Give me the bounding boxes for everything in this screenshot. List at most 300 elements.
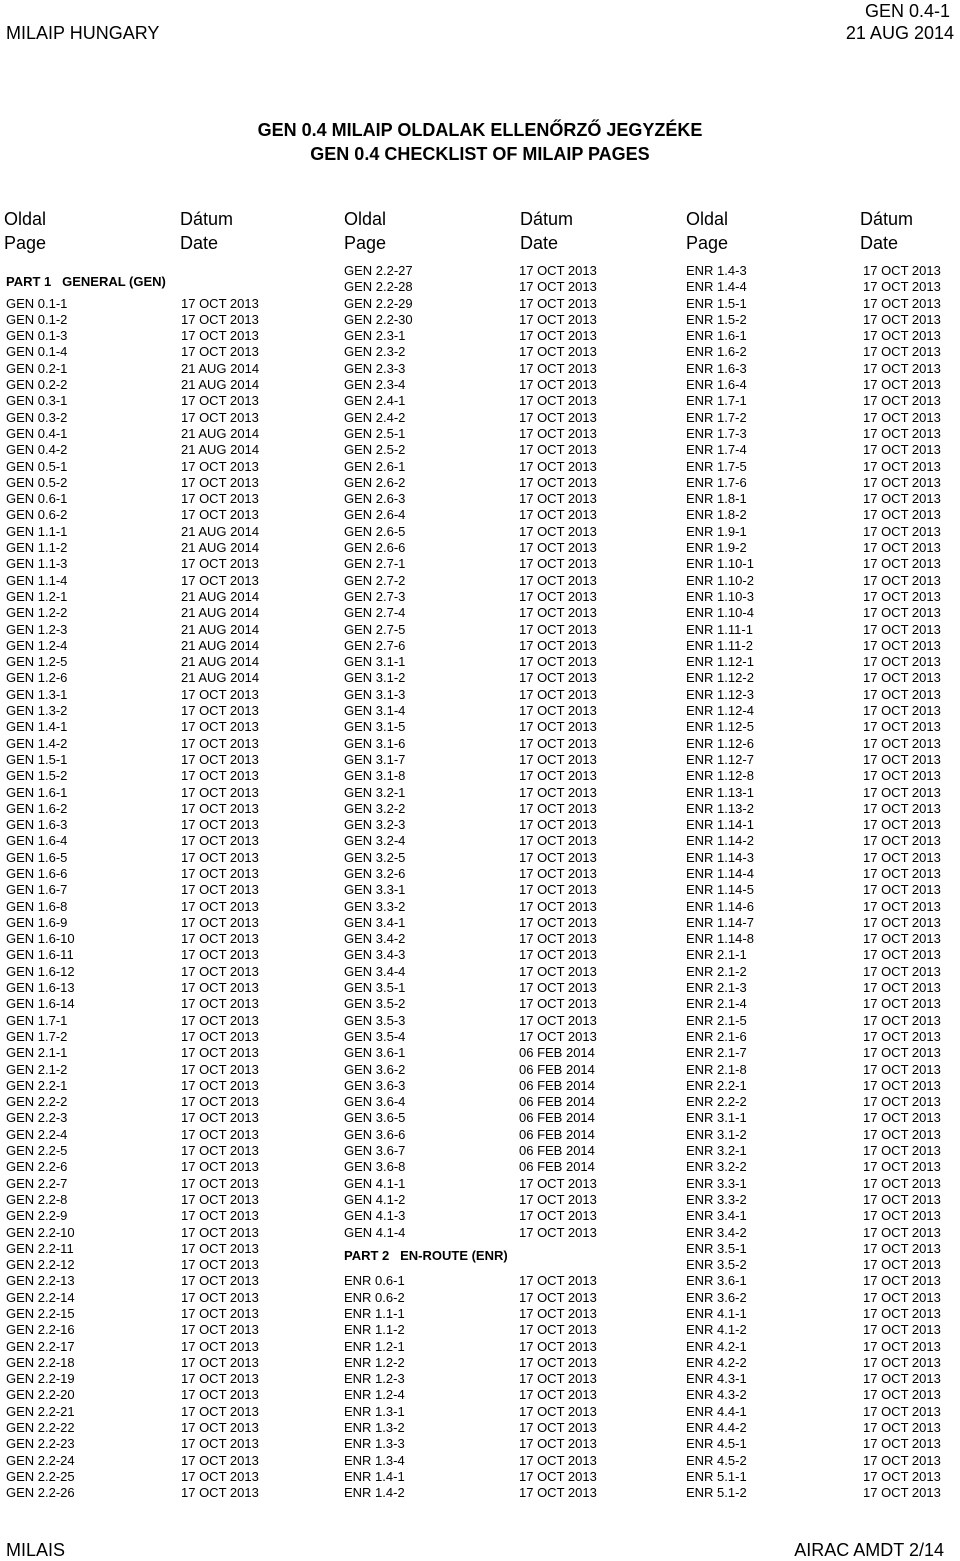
effective-date: 17 OCT 2013 <box>863 556 941 572</box>
page-reference: GEN 0.2-1 <box>6 360 68 376</box>
checklist-row <box>344 426 644 442</box>
checklist-row <box>6 980 306 996</box>
effective-date: 17 OCT 2013 <box>181 1485 259 1501</box>
checklist-row <box>6 328 306 344</box>
header-page-en: Page <box>344 233 387 253</box>
page-reference: GEN 2.2-5 <box>6 1143 68 1159</box>
page-reference: GEN 0.6-1 <box>6 491 68 507</box>
checklist-row <box>6 866 306 882</box>
page-reference: GEN 2.6-2 <box>344 474 406 490</box>
checklist-row <box>686 328 960 344</box>
effective-date: 17 OCT 2013 <box>863 1126 941 1142</box>
page-reference: GEN 2.2-28 <box>344 279 413 295</box>
effective-date: 17 OCT 2013 <box>863 654 941 670</box>
checklist-row <box>686 1159 960 1175</box>
checklist-row <box>686 1436 960 1452</box>
checklist-row <box>344 1094 644 1110</box>
effective-date: 17 OCT 2013 <box>181 1224 259 1240</box>
checklist-row <box>344 980 644 996</box>
effective-date: 17 OCT 2013 <box>863 719 941 735</box>
page-reference: ENR 1.4-1 <box>344 1468 405 1484</box>
page-reference: GEN 2.4-1 <box>344 393 406 409</box>
page-reference: ENR 1.6-3 <box>686 360 747 376</box>
page-reference: GEN 2.3-3 <box>344 360 406 376</box>
effective-date: 17 OCT 2013 <box>181 1273 259 1289</box>
effective-date: 17 OCT 2013 <box>519 703 597 719</box>
checklist-row <box>686 344 960 360</box>
checklist-row <box>686 801 960 817</box>
page-reference: GEN 0.1-2 <box>6 311 68 327</box>
effective-date: 17 OCT 2013 <box>181 295 259 311</box>
page-reference: GEN 3.3-1 <box>344 882 406 898</box>
checklist-row <box>686 703 960 719</box>
page-reference: GEN 3.2-5 <box>344 849 406 865</box>
page-reference: GEN 4.1-4 <box>344 1224 406 1240</box>
checklist-row <box>686 1241 960 1257</box>
page-reference: GEN 2.5-1 <box>344 425 406 441</box>
page-reference: GEN 3.4-4 <box>344 963 406 979</box>
page-reference: GEN 2.2-10 <box>6 1224 75 1240</box>
page-reference: ENR 1.5-2 <box>686 311 747 327</box>
checklist-row <box>6 817 306 833</box>
page-reference: ENR 1.8-1 <box>686 491 747 507</box>
page-reference: GEN 2.6-4 <box>344 507 406 523</box>
effective-date: 17 OCT 2013 <box>863 605 941 621</box>
page-reference: ENR 1.12-3 <box>686 686 754 702</box>
effective-date: 17 OCT 2013 <box>863 1322 941 1338</box>
checklist-row <box>686 410 960 426</box>
checklist-row <box>344 1176 644 1192</box>
page-reference: GEN 1.6-10 <box>6 931 75 947</box>
effective-date: 17 OCT 2013 <box>863 588 941 604</box>
checklist-row <box>6 344 306 360</box>
checklist-row <box>686 1306 960 1322</box>
page-reference: GEN 1.6-3 <box>6 817 68 833</box>
page-reference: GEN 1.1-4 <box>6 572 68 588</box>
page-reference: ENR 1.4-2 <box>344 1485 405 1501</box>
page-reference: ENR 1.13-1 <box>686 784 754 800</box>
checklist-row <box>686 947 960 963</box>
checklist-row <box>344 605 644 621</box>
page-reference: ENR 1.12-1 <box>686 654 754 670</box>
page-reference: GEN 3.6-6 <box>344 1126 406 1142</box>
effective-date: 21 AUG 2014 <box>181 621 260 637</box>
effective-date: 17 OCT 2013 <box>519 1012 597 1028</box>
page-reference: GEN 3.1-8 <box>344 768 406 784</box>
page-reference: ENR 3.2-1 <box>686 1143 747 1159</box>
effective-date: 17 OCT 2013 <box>519 360 597 376</box>
checklist-row <box>6 296 306 312</box>
effective-date: 17 OCT 2013 <box>181 507 259 523</box>
checklist-row <box>686 1045 960 1061</box>
effective-date: 17 OCT 2013 <box>519 1371 597 1387</box>
checklist-row <box>344 1192 644 1208</box>
page-reference: ENR 2.2-2 <box>686 1094 747 1110</box>
page-reference: ENR 1.10-3 <box>686 588 754 604</box>
checklist-row <box>344 393 644 409</box>
page-reference: GEN 1.1-1 <box>6 523 68 539</box>
effective-date: 17 OCT 2013 <box>863 474 941 490</box>
effective-date: 17 OCT 2013 <box>863 1338 941 1354</box>
page-reference: GEN 3.1-6 <box>344 735 406 751</box>
effective-date: 17 OCT 2013 <box>863 1175 941 1191</box>
checklist-row <box>6 1192 306 1208</box>
page-reference: GEN 2.2-20 <box>6 1387 75 1403</box>
checklist-row <box>686 622 960 638</box>
effective-date: 17 OCT 2013 <box>863 914 941 930</box>
page-reference: GEN 3.1-5 <box>344 719 406 735</box>
effective-date: 17 OCT 2013 <box>181 328 259 344</box>
page-reference: GEN 2.2-17 <box>6 1338 75 1354</box>
effective-date: 17 OCT 2013 <box>863 523 941 539</box>
page-reference: GEN 3.4-2 <box>344 931 406 947</box>
effective-date: 17 OCT 2013 <box>863 963 941 979</box>
page-reference: ENR 1.7-4 <box>686 442 747 458</box>
header-date-hu: Dátum <box>860 209 914 229</box>
page-reference: GEN 2.2-1 <box>6 1077 68 1093</box>
effective-date: 17 OCT 2013 <box>181 931 259 947</box>
page-reference: GEN 2.2-12 <box>6 1257 75 1273</box>
checklist-row <box>6 1273 306 1289</box>
effective-date: 17 OCT 2013 <box>863 263 941 278</box>
section-heading: PART 1 GENERAL (GEN) <box>6 274 166 289</box>
checklist-row <box>344 964 644 980</box>
page-reference: GEN 3.3-2 <box>344 898 406 914</box>
page-reference: GEN 2.5-2 <box>344 442 406 458</box>
effective-date: 17 OCT 2013 <box>519 817 597 833</box>
checklist-row <box>344 1371 644 1387</box>
effective-date: 17 OCT 2013 <box>863 1354 941 1370</box>
effective-date: 17 OCT 2013 <box>863 817 941 833</box>
checklist-row <box>686 1029 960 1045</box>
page-reference: ENR 1.7-3 <box>686 425 747 441</box>
effective-date: 17 OCT 2013 <box>181 719 259 735</box>
checklist-row <box>6 947 306 963</box>
effective-date: 17 OCT 2013 <box>519 654 597 670</box>
checklist-row <box>6 1094 306 1110</box>
page-reference: GEN 2.2-8 <box>6 1191 68 1207</box>
effective-date: 17 OCT 2013 <box>863 1224 941 1240</box>
effective-date: 21 AUG 2014 <box>181 605 260 621</box>
effective-date: 17 OCT 2013 <box>181 1159 259 1175</box>
checklist-row <box>686 1225 960 1241</box>
page-reference: GEN 3.6-8 <box>344 1159 406 1175</box>
page-reference: GEN 1.6-11 <box>6 947 74 963</box>
effective-date: 21 AUG 2014 <box>181 637 260 653</box>
page-reference: ENR 1.6-2 <box>686 344 747 360</box>
checklist-row <box>344 459 644 475</box>
effective-date: 17 OCT 2013 <box>863 1371 941 1387</box>
page-reference: ENR 1.14-7 <box>686 914 754 930</box>
effective-date: 17 OCT 2013 <box>519 768 597 784</box>
page-reference: ENR 3.1-2 <box>686 1126 747 1142</box>
header-page-hu: Oldal <box>4 209 47 229</box>
checklist-row <box>344 442 644 458</box>
effective-date: 17 OCT 2013 <box>181 1012 259 1028</box>
checklist-row <box>686 491 960 507</box>
effective-date: 17 OCT 2013 <box>863 1191 941 1207</box>
page-reference: GEN 1.3-2 <box>6 703 68 719</box>
page-reference: GEN 2.2-11 <box>6 1240 74 1256</box>
page-reference: GEN 2.6-5 <box>344 523 406 539</box>
effective-date: 21 AUG 2014 <box>181 425 260 441</box>
page-reference: ENR 4.3-2 <box>686 1387 747 1403</box>
checklist-row <box>686 426 960 442</box>
page-reference: ENR 3.6-1 <box>686 1273 747 1289</box>
page-reference: GEN 3.5-3 <box>344 1012 406 1028</box>
effective-date: 17 OCT 2013 <box>181 1208 259 1224</box>
effective-date: 17 OCT 2013 <box>181 1436 259 1452</box>
page-reference: ENR 1.9-2 <box>686 540 747 556</box>
checklist-row <box>6 312 306 328</box>
checklist-row <box>686 654 960 670</box>
checklist-row <box>344 1013 644 1029</box>
section-heading: PART 2 EN-ROUTE (ENR) <box>344 1247 508 1263</box>
checklist-row <box>686 1013 960 1029</box>
effective-date: 17 OCT 2013 <box>181 751 259 767</box>
checklist-row <box>686 589 960 605</box>
page-reference: GEN 2.7-2 <box>344 572 406 588</box>
checklist-row <box>6 1404 306 1420</box>
checklist-row <box>6 1290 306 1306</box>
page-reference: GEN 2.1-2 <box>6 1061 68 1077</box>
checklist-row <box>344 947 644 963</box>
checklist-column-3 <box>686 263 960 1502</box>
effective-date: 17 OCT 2013 <box>181 474 259 490</box>
checklist-row <box>344 752 644 768</box>
effective-date: 17 OCT 2013 <box>519 507 597 523</box>
effective-date: 17 OCT 2013 <box>519 1028 597 1044</box>
checklist-row <box>686 1339 960 1355</box>
checklist-row <box>344 785 644 801</box>
page-reference: GEN 1.2-6 <box>6 670 68 686</box>
effective-date: 17 OCT 2013 <box>181 556 259 572</box>
title-english: GEN 0.4 CHECKLIST OF MILAIP PAGES <box>310 144 650 164</box>
page-reference: ENR 3.4-2 <box>686 1224 747 1240</box>
effective-date: 17 OCT 2013 <box>863 507 941 523</box>
effective-date: 17 OCT 2013 <box>181 963 259 979</box>
effective-date: 21 AUG 2014 <box>181 360 260 376</box>
checklist-row <box>344 882 644 898</box>
page-reference: GEN 0.1-3 <box>6 328 68 344</box>
page-reference: ENR 5.1-2 <box>686 1485 747 1501</box>
checklist-row <box>6 573 306 589</box>
page-reference: GEN 0.5-1 <box>6 458 68 474</box>
page-reference: GEN 2.2-16 <box>6 1322 75 1338</box>
checklist-row <box>6 703 306 719</box>
checklist-row <box>344 1339 644 1355</box>
checklist-row <box>6 996 306 1012</box>
checklist-row <box>344 1110 644 1126</box>
effective-date: 17 OCT 2013 <box>863 1208 941 1224</box>
page-reference: GEN 3.1-2 <box>344 670 406 686</box>
checklist-row <box>686 296 960 312</box>
page-reference: GEN 2.2-18 <box>6 1354 75 1370</box>
page-reference: GEN 1.6-9 <box>6 914 68 930</box>
page-reference: GEN 0.3-2 <box>6 409 68 425</box>
effective-date: 17 OCT 2013 <box>181 1143 259 1159</box>
checklist-row <box>6 964 306 980</box>
page-reference: ENR 4.2-2 <box>686 1354 747 1370</box>
effective-date: 17 OCT 2013 <box>181 1045 259 1061</box>
footer-left: MILAIS <box>6 1540 66 1560</box>
checklist-row <box>686 1062 960 1078</box>
checklist-row <box>686 1485 960 1501</box>
checklist-row <box>344 1062 644 1078</box>
checklist-row <box>686 817 960 833</box>
page-reference: GEN 2.2-3 <box>6 1110 68 1126</box>
page-reference: ENR 1.2-4 <box>344 1387 405 1403</box>
effective-date: 17 OCT 2013 <box>181 1354 259 1370</box>
effective-date: 17 OCT 2013 <box>181 1403 259 1419</box>
effective-date: 17 OCT 2013 <box>519 1436 597 1452</box>
publication-name: MILAIP HUNGARY <box>6 23 160 43</box>
checklist-row <box>686 850 960 866</box>
checklist-row <box>6 1241 306 1257</box>
effective-date: 17 OCT 2013 <box>863 311 941 327</box>
effective-date: 17 OCT 2013 <box>519 735 597 751</box>
page-reference: GEN 1.2-1 <box>6 588 68 604</box>
effective-date: 17 OCT 2013 <box>519 344 597 360</box>
page-reference: GEN 2.1-1 <box>6 1045 68 1061</box>
checklist-row <box>686 1371 960 1387</box>
page-reference: GEN 1.6-12 <box>6 963 75 979</box>
page-reference: GEN 0.5-2 <box>6 474 68 490</box>
effective-date: 17 OCT 2013 <box>181 1387 259 1403</box>
page-reference: ENR 1.14-1 <box>686 817 754 833</box>
checklist-row <box>6 1355 306 1371</box>
checklist-row <box>344 703 644 719</box>
checklist-row <box>6 1159 306 1175</box>
effective-date: 17 OCT 2013 <box>863 996 941 1012</box>
page-reference: ENR 2.1-2 <box>686 963 747 979</box>
page-reference: GEN 2.2-30 <box>344 311 413 327</box>
checklist-row <box>686 1110 960 1126</box>
page-reference: ENR 1.2-2 <box>344 1354 405 1370</box>
page-reference: GEN 2.2-26 <box>6 1485 75 1501</box>
checklist-row <box>6 393 306 409</box>
page-reference: GEN 2.2-4 <box>6 1126 68 1142</box>
checklist-row <box>344 296 644 312</box>
page-reference: ENR 5.1-1 <box>686 1468 747 1484</box>
checklist-row <box>686 1143 960 1159</box>
effective-date: 17 OCT 2013 <box>863 1485 941 1501</box>
page-reference: ENR 4.5-2 <box>686 1452 747 1468</box>
page-reference: GEN 3.2-1 <box>344 784 406 800</box>
checklist-row <box>344 1469 644 1485</box>
effective-date: 17 OCT 2013 <box>519 491 597 507</box>
checklist-row <box>686 1273 960 1289</box>
effective-date: 17 OCT 2013 <box>181 865 259 881</box>
checklist-row <box>6 1225 306 1241</box>
effective-date: 17 OCT 2013 <box>519 311 597 327</box>
checklist-row <box>344 931 644 947</box>
effective-date: 17 OCT 2013 <box>863 735 941 751</box>
checklist-row <box>686 785 960 801</box>
effective-date: 17 OCT 2013 <box>181 1191 259 1207</box>
effective-date: 17 OCT 2013 <box>519 963 597 979</box>
effective-date: 17 OCT 2013 <box>863 1028 941 1044</box>
effective-date: 17 OCT 2013 <box>181 1110 259 1126</box>
effective-date: 17 OCT 2013 <box>181 980 259 996</box>
page-reference: GEN 2.6-3 <box>344 491 406 507</box>
page-reference: GEN 0.1-1 <box>6 295 68 311</box>
effective-date: 17 OCT 2013 <box>519 588 597 604</box>
effective-date: 17 OCT 2013 <box>863 1257 941 1273</box>
checklist-row <box>6 882 306 898</box>
checklist-row <box>344 899 644 915</box>
page-reference: GEN 2.2-13 <box>6 1273 75 1289</box>
checklist-row <box>6 410 306 426</box>
effective-date: 17 OCT 2013 <box>863 784 941 800</box>
effective-date: 17 OCT 2013 <box>519 637 597 653</box>
effective-date: 17 OCT 2013 <box>519 849 597 865</box>
checklist-row <box>686 312 960 328</box>
checklist-row <box>6 622 306 638</box>
effective-date: 17 OCT 2013 <box>863 686 941 702</box>
checklist-row <box>686 882 960 898</box>
page-reference: GEN 2.6-1 <box>344 458 406 474</box>
checklist-row <box>344 589 644 605</box>
page-reference: ENR 1.7-1 <box>686 393 747 409</box>
checklist-row <box>6 426 306 442</box>
checklist-row <box>686 1355 960 1371</box>
page-reference: ENR 1.2-3 <box>344 1371 405 1387</box>
effective-date: 17 OCT 2013 <box>519 1338 597 1354</box>
page-reference: GEN 1.6-13 <box>6 980 75 996</box>
page-reference: GEN 3.5-4 <box>344 1028 406 1044</box>
page-reference: ENR 2.1-8 <box>686 1061 747 1077</box>
checklist-row <box>6 1387 306 1403</box>
effective-date: 17 OCT 2013 <box>519 800 597 816</box>
checklist-row <box>344 1208 644 1224</box>
page-reference: GEN 2.2-23 <box>6 1436 75 1452</box>
effective-date: 17 OCT 2013 <box>519 409 597 425</box>
checklist-row <box>686 507 960 523</box>
checklist-row <box>6 556 306 572</box>
effective-date: 17 OCT 2013 <box>181 491 259 507</box>
effective-date: 17 OCT 2013 <box>519 393 597 409</box>
page-reference: ENR 3.5-2 <box>686 1257 747 1273</box>
checklist-row <box>344 1290 644 1306</box>
effective-date: 17 OCT 2013 <box>181 344 259 360</box>
checklist-row <box>686 1404 960 1420</box>
checklist-row <box>686 1322 960 1338</box>
effective-date: 17 OCT 2013 <box>863 849 941 865</box>
page-reference: ENR 1.12-2 <box>686 670 754 686</box>
effective-date: 17 OCT 2013 <box>181 735 259 751</box>
page-reference: GEN 4.1-1 <box>344 1175 406 1191</box>
checklist-row <box>686 524 960 540</box>
checklist-row <box>686 1420 960 1436</box>
effective-date: 17 OCT 2013 <box>863 1061 941 1077</box>
effective-date: 17 OCT 2013 <box>181 1306 259 1321</box>
page-reference: GEN 4.1-3 <box>344 1208 406 1224</box>
page-reference: GEN 3.6-2 <box>344 1061 406 1077</box>
effective-date: 17 OCT 2013 <box>863 670 941 686</box>
effective-date: 17 OCT 2013 <box>519 1468 597 1484</box>
effective-date: 17 OCT 2013 <box>863 882 941 898</box>
page-reference: GEN 2.2-15 <box>6 1306 75 1321</box>
effective-date: 17 OCT 2013 <box>519 1420 597 1436</box>
page-reference: GEN 3.2-3 <box>344 817 406 833</box>
page-reference: GEN 1.6-6 <box>6 865 68 881</box>
effective-date: 21 AUG 2014 <box>181 654 260 670</box>
effective-date: 06 FEB 2014 <box>519 1126 595 1142</box>
effective-date: 17 OCT 2013 <box>181 800 259 816</box>
effective-date: 17 OCT 2013 <box>519 1175 597 1191</box>
checklist-row <box>6 442 306 458</box>
